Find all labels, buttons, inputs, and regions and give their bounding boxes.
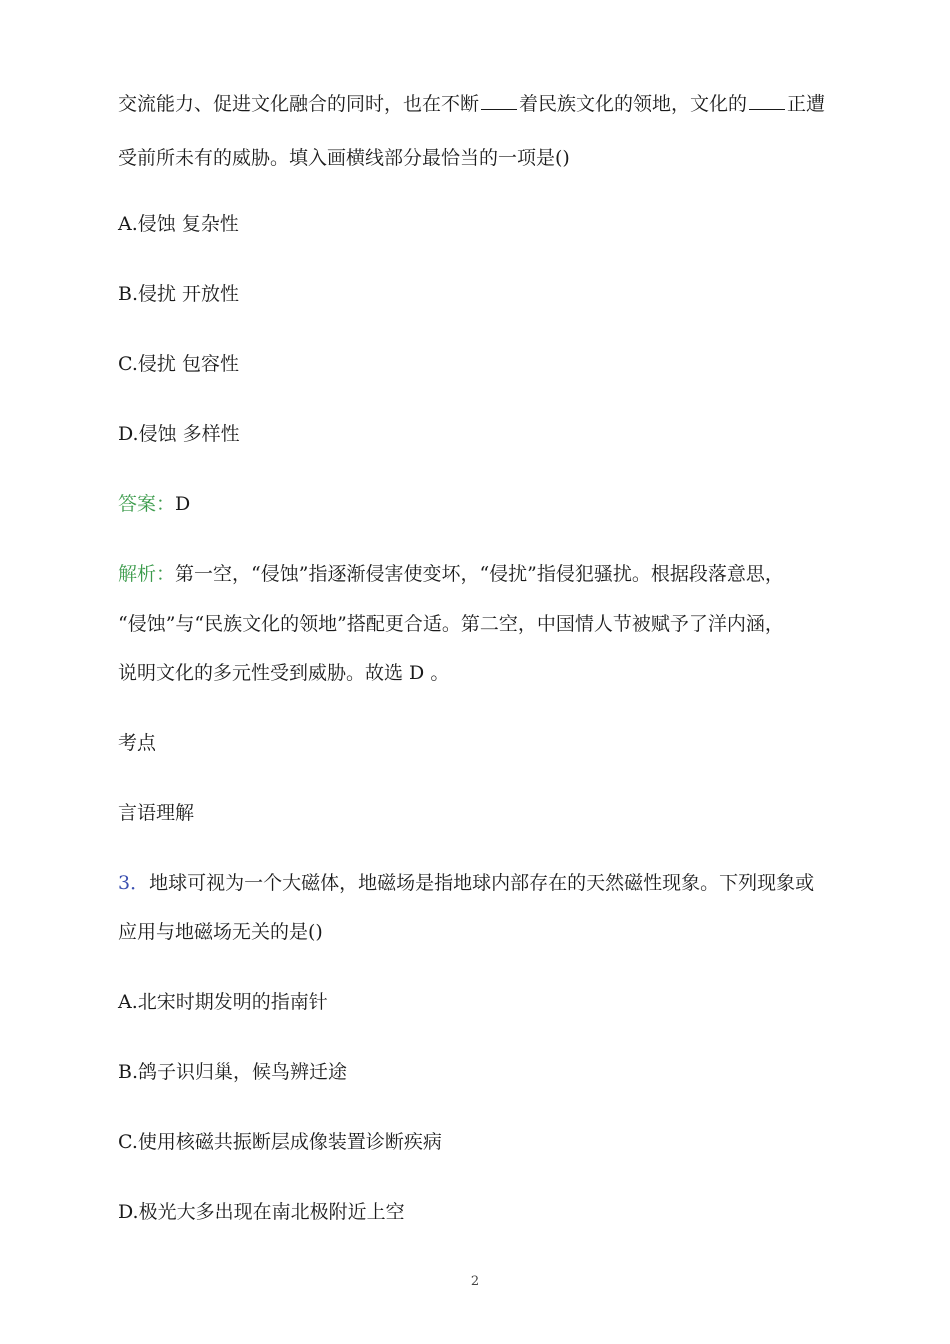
- q2-option-a: A.侵蚀 复杂性: [118, 213, 239, 235]
- q3-option-b: B.鸽子识归巢，候鸟辨迁途: [118, 1061, 348, 1083]
- q2-stem-line-2: 受前所未有的威胁。填入画横线部分最恰当的一项是(): [118, 147, 570, 169]
- q2-option-b: B.侵扰 开放性: [118, 283, 240, 305]
- q3-stem-text-1: 地球可视为一个大磁体，地磁场是指地球内部存在的天然磁性现象。下列现象或: [149, 872, 815, 894]
- fill-blank-1: [481, 91, 517, 110]
- q3-stem-line-2: 应用与地磁场无关的是(): [118, 921, 323, 943]
- q3-option-d: D.极光大多出现在南北极附近上空: [118, 1201, 405, 1223]
- analysis-label: 解析：: [118, 563, 176, 585]
- q2-analysis-line-1: [118, 562, 784, 586]
- answer-label: 答案：: [118, 493, 176, 515]
- q3-option-c: C.使用核磁共振断层成像装置诊断疾病: [118, 1131, 442, 1153]
- fill-blank-2: [749, 91, 785, 110]
- kaodian-value: 言语理解: [118, 802, 195, 824]
- q2-stem-text-a: 交流能力、促进文化融合的同时，也在不断: [118, 93, 480, 115]
- q3-option-a: A.北宋时期发明的指南针: [118, 991, 328, 1013]
- q2-answer: [118, 492, 190, 516]
- q2-stem-text-b: 着民族文化的领地，文化的: [519, 93, 748, 115]
- q3-stem-line-1: [118, 871, 814, 895]
- q3-number: 3．: [118, 872, 150, 894]
- kaodian-label: 考点: [118, 732, 157, 754]
- answer-value: D: [175, 493, 191, 515]
- page-number: 2: [470, 1274, 480, 1289]
- q2-analysis-line-3: 说明文化的多元性受到威胁。故选 D 。: [118, 662, 450, 684]
- analysis-text-1: 第一空，“侵蚀”指逐渐侵害使变坏，“侵扰”指侵犯骚扰。根据段落意思，: [175, 563, 784, 585]
- q2-stem-text-c: 正遭: [787, 93, 826, 115]
- q2-stem-line-1: [118, 91, 825, 116]
- q2-analysis-line-2: “侵蚀”与“民族文化的领地”搭配更合适。第二空，中国情人节被赋予了洋内涵，: [118, 613, 784, 635]
- q2-option-c: C.侵扰 包容性: [118, 353, 239, 375]
- q2-option-d: D.侵蚀 多样性: [118, 423, 240, 445]
